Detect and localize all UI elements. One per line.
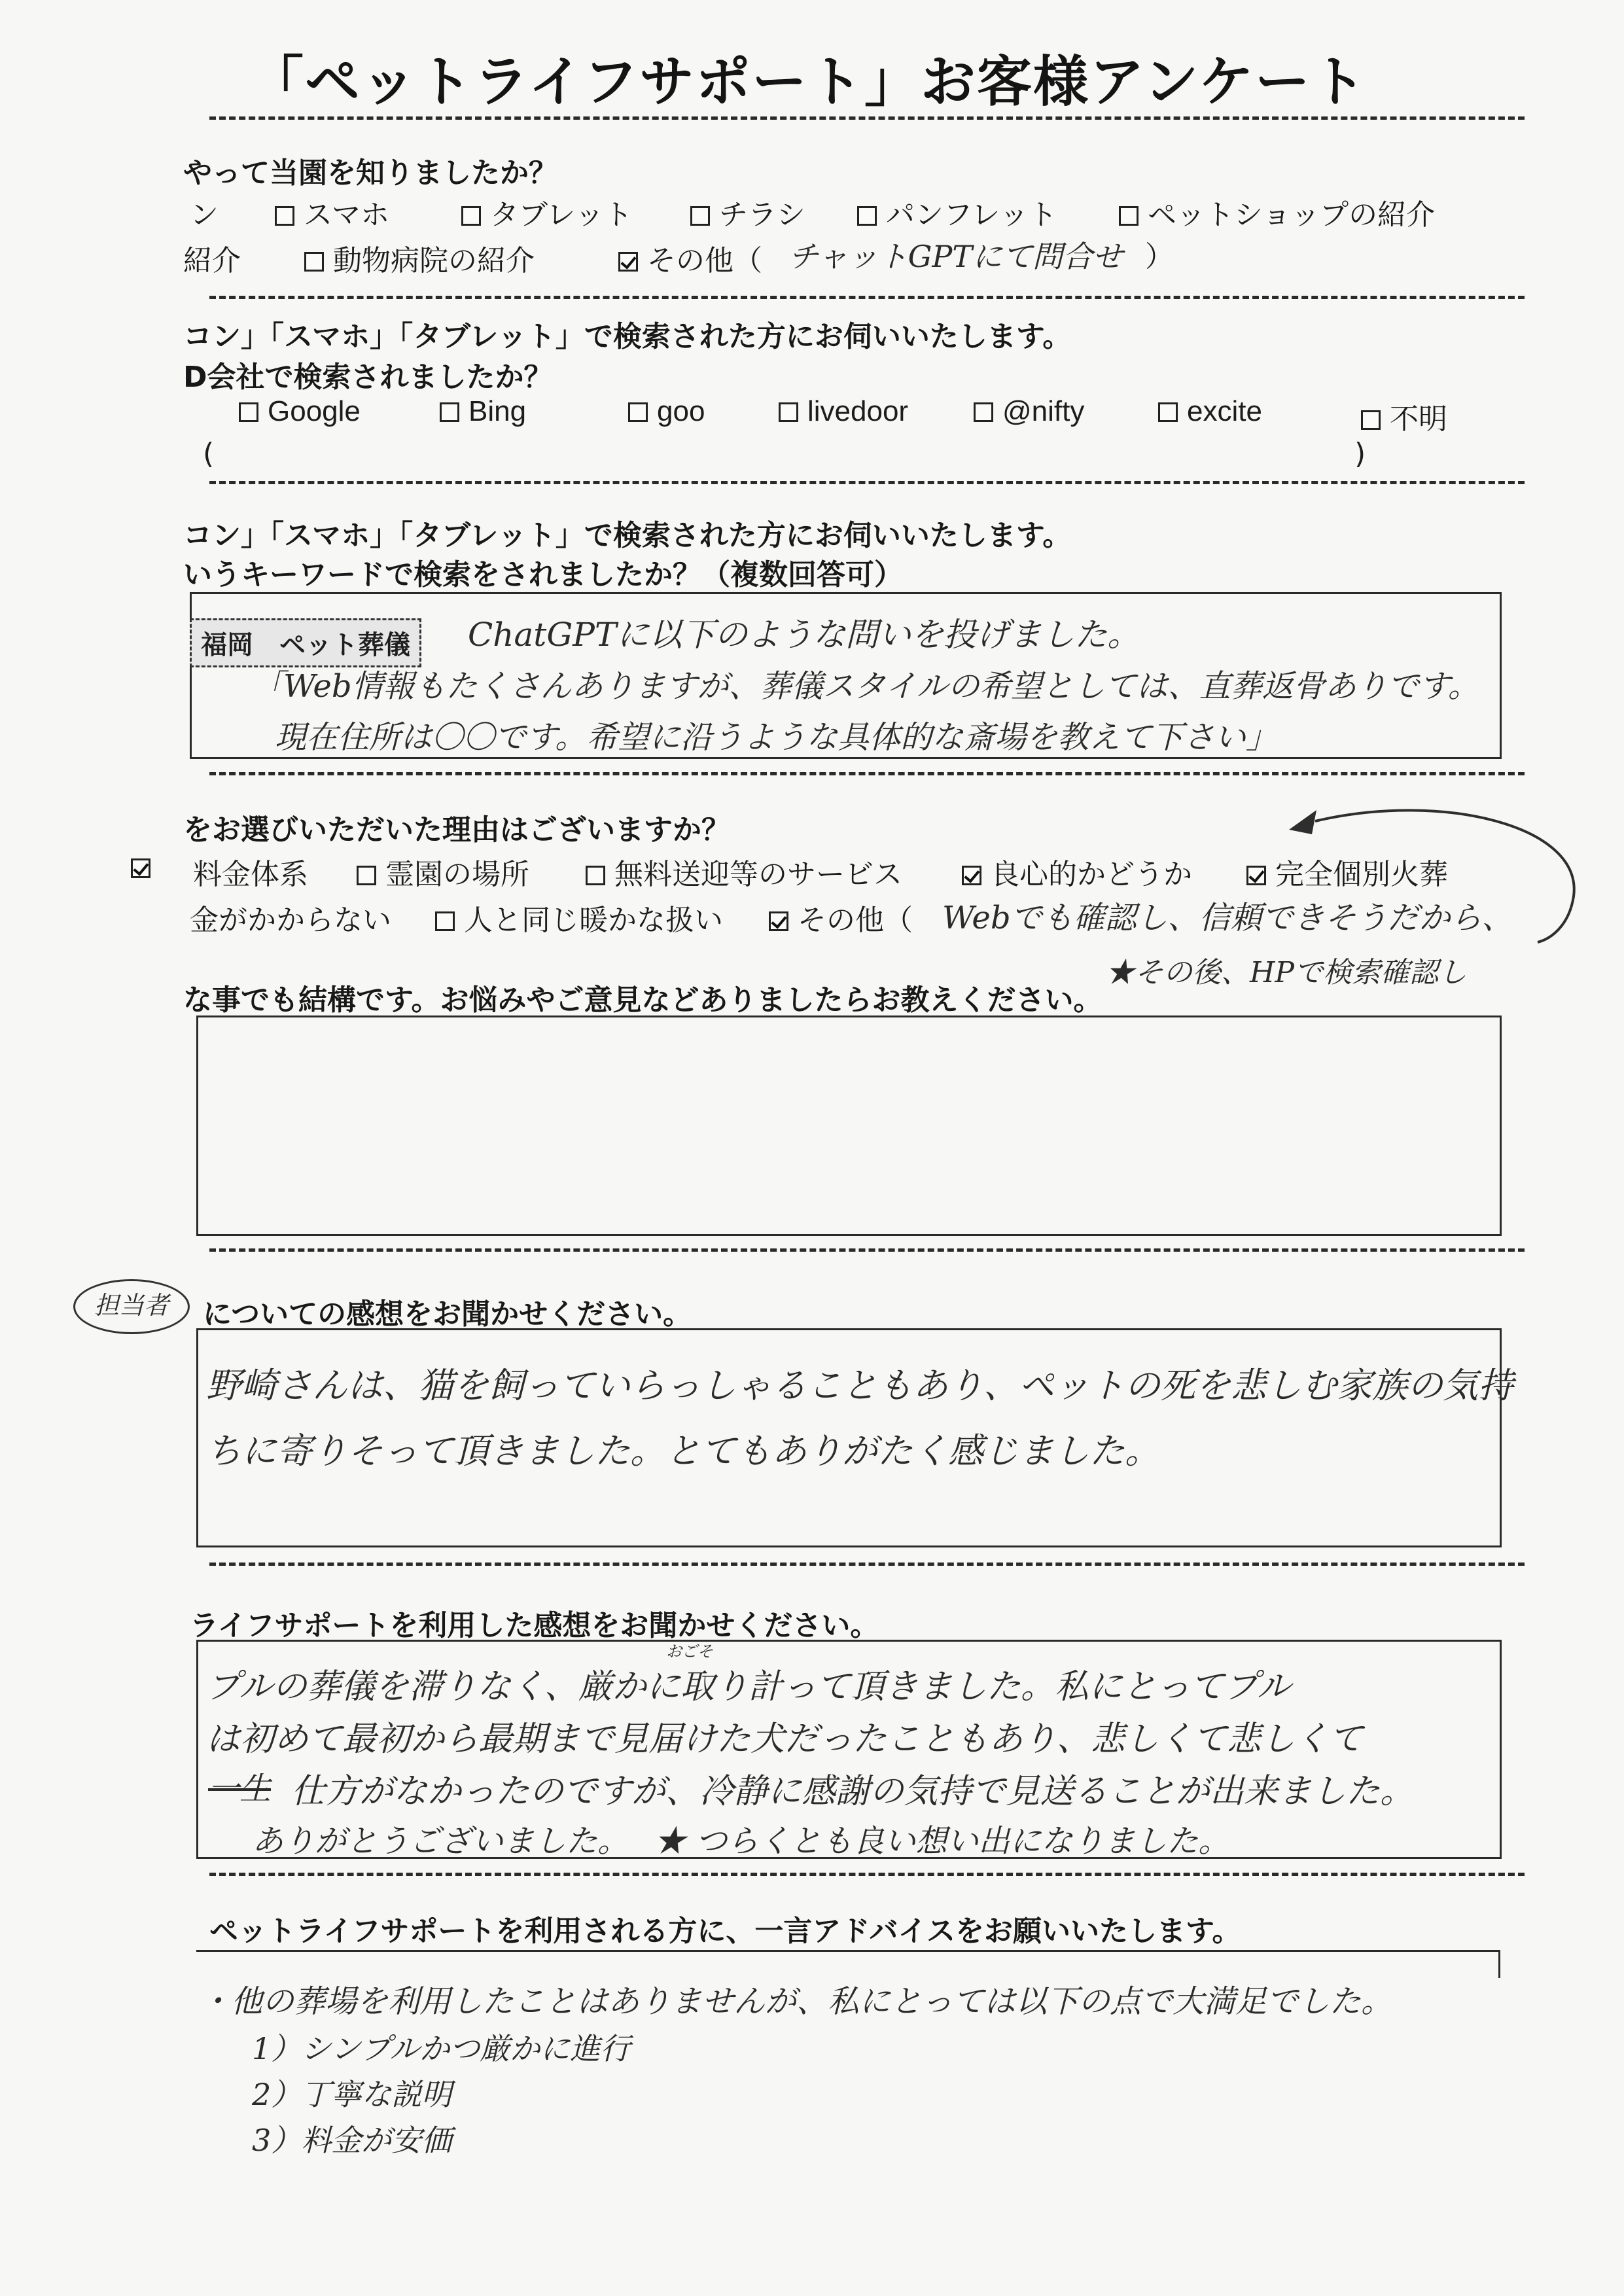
q2-open-paren: ( (203, 437, 215, 470)
checkbox[interactable] (275, 206, 294, 226)
checkbox[interactable] (1158, 402, 1178, 422)
q2-line2: D会社で検索されましたか？ (183, 361, 553, 394)
q1-option-vet[interactable]: 動物病院の紹介 (304, 237, 535, 279)
checkbox[interactable] (974, 402, 993, 422)
checkbox-checked[interactable] (618, 252, 638, 272)
q4-outer-checkbox[interactable] (131, 851, 160, 884)
q2-engine-goo[interactable]: goo (628, 395, 705, 428)
q7-answer-line1: プルの葬儀を滞りなく、厳かに取り計って頂きました。私にとってプル (206, 1667, 1291, 1706)
q1-option-other[interactable]: その他（ (618, 237, 762, 279)
q2-line1: コン」「スマホ」「タブレット」で検索された方にお伺いいたします。 (183, 320, 1072, 353)
checkbox-checked[interactable] (131, 858, 150, 878)
q1-option-pc: ン (190, 198, 219, 232)
q4-question: をお選びいただいた理由はございますか？ (183, 813, 730, 847)
q1-option-petshop[interactable]: ペットショップの紹介 (1119, 191, 1435, 233)
q5-answer-box[interactable] (196, 1016, 1502, 1236)
divider (209, 1248, 1525, 1252)
q5-question: な事でも結構です。お悩みやご意見などありましたらお教えください。 (183, 983, 1103, 1017)
checkbox[interactable] (586, 866, 605, 885)
divider (209, 296, 1525, 299)
q3-answer-line3: 現在住所は〇〇です。希望に沿うような具体的な斎場を教えて下さい」 (275, 719, 1278, 756)
q3-line1: コン」「スマホ」「タブレット」で検索された方にお伺いいたします。 (183, 519, 1072, 552)
q1-option-flyer[interactable]: チラシ (690, 191, 805, 233)
divider (209, 772, 1525, 775)
checkbox[interactable] (1119, 206, 1139, 226)
q8-box-edge (196, 1950, 1500, 1978)
q6-answer-line2: ちに寄りそって頂きました。とてもありがたく感じました。 (206, 1430, 1160, 1472)
q4-option-warm-treatment[interactable]: 人と同じ暖かな扱い (435, 896, 723, 938)
q4-side-note: ★その後、HPで検索確認し (1106, 956, 1467, 989)
q7-answer-line2: は初めて最初から最期まで見届けた犬だったこともあり、悲しくて悲しくて (206, 1720, 1364, 1759)
checkbox[interactable] (435, 911, 455, 931)
staff-stamp: 担当者 (73, 1279, 190, 1334)
checkbox[interactable] (440, 402, 459, 422)
checkbox[interactable] (304, 252, 324, 272)
q4-option-individual-cremation[interactable]: 完全個別火葬 (1246, 851, 1448, 892)
divider (209, 116, 1525, 120)
q7-answer-line4a: ありがとうございました。 (252, 1823, 629, 1860)
checkbox[interactable] (857, 206, 877, 226)
q3-answer-line2: 「Web情報もたくさんありますが、葬儀スタイルの希望としては、直葬返骨ありです。 (252, 668, 1479, 705)
page-title: 「ペットライフサポート」お客様アンケート (249, 50, 1368, 114)
q2-engine-nifty[interactable]: @nifty (974, 395, 1084, 428)
q2-close-paren: ) (1354, 437, 1366, 470)
q4-other-answer: Webでも確認し、信頼できそうだから、 (942, 900, 1513, 936)
q7-ruby: おごそ (666, 1642, 713, 1661)
checkbox[interactable] (690, 206, 710, 226)
q2-engine-livedoor[interactable]: livedoor (779, 395, 908, 428)
q8-answer-item3: 3）料金が安価 (252, 2123, 452, 2158)
arrow-annotation-icon (1276, 785, 1597, 955)
q2-engine-excite[interactable]: excite (1158, 395, 1262, 428)
q8-answer-line1: ・他の葬場を利用したことはありませんが、私にとっては以下の点で大満足でした。 (200, 1983, 1393, 2020)
checkbox[interactable] (357, 866, 376, 885)
q4-option-pricing: 料金体系 (193, 858, 308, 891)
q7-answer-line3: 仕方がなかったのですが、冷静に感謝の気持で見送ることが出来ました。 (291, 1772, 1415, 1811)
checkbox[interactable] (461, 206, 481, 226)
q1-option-referral: 紹介 (183, 244, 241, 277)
q6-answer-line1: 野崎さんは、猫を飼っていらっしゃることもあり、ペットの死を悲しむ家族の気持 (206, 1365, 1513, 1406)
q3-answer-line1: ChatGPTに以下のような問いを投げました。 (468, 616, 1140, 654)
q4-option-free-pickup[interactable]: 無料送迎等のサービス (586, 851, 902, 892)
q1-option-pamphlet[interactable]: パンフレット (857, 191, 1057, 233)
checkbox[interactable] (1361, 410, 1381, 430)
q1-close-paren: ） (1145, 240, 1174, 274)
q8-answer-item2: 2）丁寧な説明 (252, 2077, 452, 2112)
checkbox-checked[interactable] (1246, 866, 1266, 885)
q8-question: ペットライフサポートを利用される方に、一言アドバイスをお願いいたします。 (209, 1915, 1241, 1948)
checkbox[interactable] (628, 402, 648, 422)
checkbox-checked[interactable] (769, 911, 788, 931)
q2-engine-unknown[interactable]: 不明 (1361, 395, 1447, 437)
q7-struck-word: 一生 (208, 1771, 272, 1807)
checkbox-checked[interactable] (962, 866, 981, 885)
q6-question: についての感想をお聞かせください。 (203, 1298, 692, 1331)
q4-option-other[interactable]: その他（ (769, 896, 913, 938)
q1-option-tablet[interactable]: タブレット (461, 191, 633, 233)
q3-keyword-tag: 福岡 ペット葬儀 (190, 618, 421, 667)
q1-other-answer: チャットGPTにて問合せ (788, 239, 1123, 274)
q1-option-smartphone[interactable]: スマホ (275, 191, 389, 233)
checkbox[interactable] (779, 402, 798, 422)
divider (209, 1563, 1525, 1566)
q1-question: やって当園を知りましたか？ (183, 156, 557, 190)
q4-option-conscientious[interactable]: 良心的かどうか (962, 851, 1192, 892)
q2-engine-bing[interactable]: Bing (440, 395, 526, 428)
q7-question: ライフサポートを利用した感想をお聞かせください。 (190, 1609, 879, 1642)
q7-answer-line4b: ★ つらくとも良い想い出になりました。 (654, 1823, 1230, 1860)
q2-engine-google[interactable]: Google (239, 395, 361, 428)
q8-answer-item1: 1）シンプルかつ厳かに進行 (252, 2031, 631, 2066)
checkbox[interactable] (239, 402, 258, 422)
divider (209, 481, 1525, 484)
q4-option-no-cost: 金がかからない (190, 904, 391, 937)
q4-option-location[interactable]: 霊園の場所 (357, 851, 529, 892)
q3-line2: いうキーワードで検索をされましたか？（複数回答可） (183, 558, 903, 592)
divider (209, 1873, 1525, 1876)
